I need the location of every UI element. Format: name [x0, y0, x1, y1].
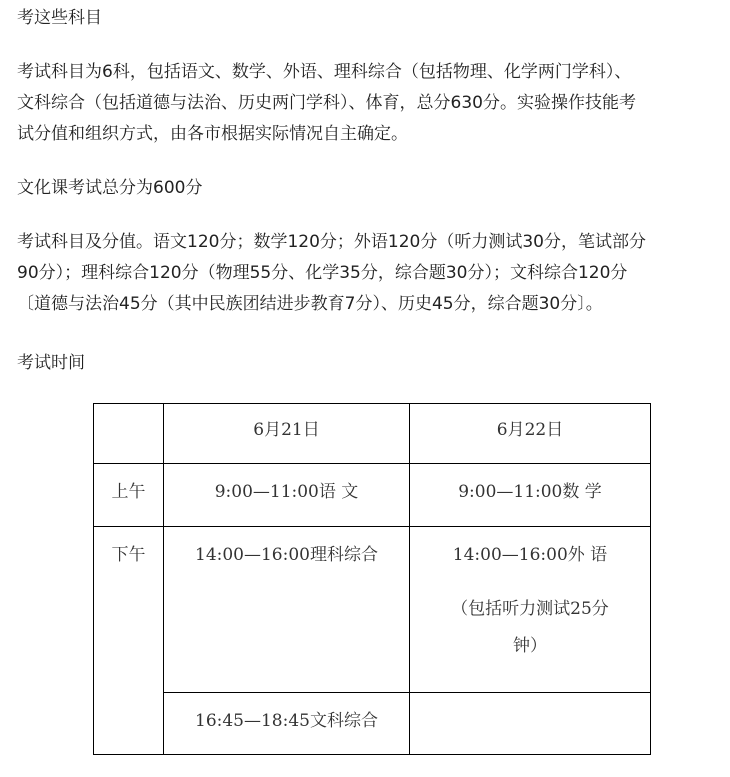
- scores-line: 考试科目及分值。语文120分；数学120分；外语120分（听力测试30分，笔试部分: [17, 232, 646, 252]
- table-cell: [94, 527, 164, 755]
- subjects-paragraph: [17, 57, 723, 150]
- table-cell: [94, 464, 164, 527]
- table-cell: [164, 527, 410, 693]
- foreign-language-exam-time: 14:00—16:00外 语: [452, 545, 608, 565]
- table-cell: [410, 693, 651, 755]
- table-row: [94, 404, 651, 464]
- table-cell: [164, 464, 410, 527]
- math-exam-time: 9:00—11:00数 学: [458, 482, 602, 502]
- scores-line: 〔道德与法治45分（其中民族团结进步教育7分）、历史45分，综合题30分〕。: [17, 294, 603, 314]
- total-score-heading: 文化课考试总分为600分: [17, 178, 203, 198]
- table-cell: [164, 693, 410, 755]
- liberal-arts-exam-time: 16:45—18:45文科综合: [195, 711, 378, 731]
- scores-line: 90分）；理科综合120分（物理55分、化学35分，综合题30分）；文科综合120分: [17, 263, 628, 283]
- exam-time-heading: 考试时间: [17, 353, 85, 373]
- table-cell: [410, 527, 651, 693]
- table-header-cell: [164, 404, 410, 464]
- table-header-cell: [94, 404, 164, 464]
- table-header-cell: [410, 404, 651, 464]
- table-row: [94, 527, 651, 693]
- subjects-line: 文科综合（包括道德与法治、历史两门学科）、体育，总分630分。实验操作技能考: [17, 93, 636, 113]
- chinese-exam-time: 9:00—11:00语 文: [214, 482, 359, 502]
- table-row: [94, 464, 651, 527]
- morning-label: 上午: [111, 482, 146, 502]
- date-june-21: 6月21日: [253, 420, 320, 440]
- science-exam-time: 14:00—16:00理科综合: [195, 545, 378, 565]
- empty-cell: [410, 693, 650, 706]
- afternoon-label: 下午: [111, 545, 146, 565]
- exam-schedule-table: [93, 403, 651, 755]
- scores-paragraph: [17, 227, 723, 320]
- date-june-22: 6月22日: [496, 420, 564, 440]
- listening-test-note: （包括听力测试25分钟）: [451, 599, 609, 656]
- table-row: [94, 693, 651, 755]
- subjects-line: 试分值和组织方式，由各市根据实际情况自主确定。: [17, 124, 408, 144]
- subjects-line: 考试科目为6科，包括语文、数学、外语、理科综合（包括物理、化学两门学科）、: [17, 62, 632, 82]
- table-cell: [410, 464, 651, 527]
- subjects-heading: 考这些科目: [17, 8, 102, 28]
